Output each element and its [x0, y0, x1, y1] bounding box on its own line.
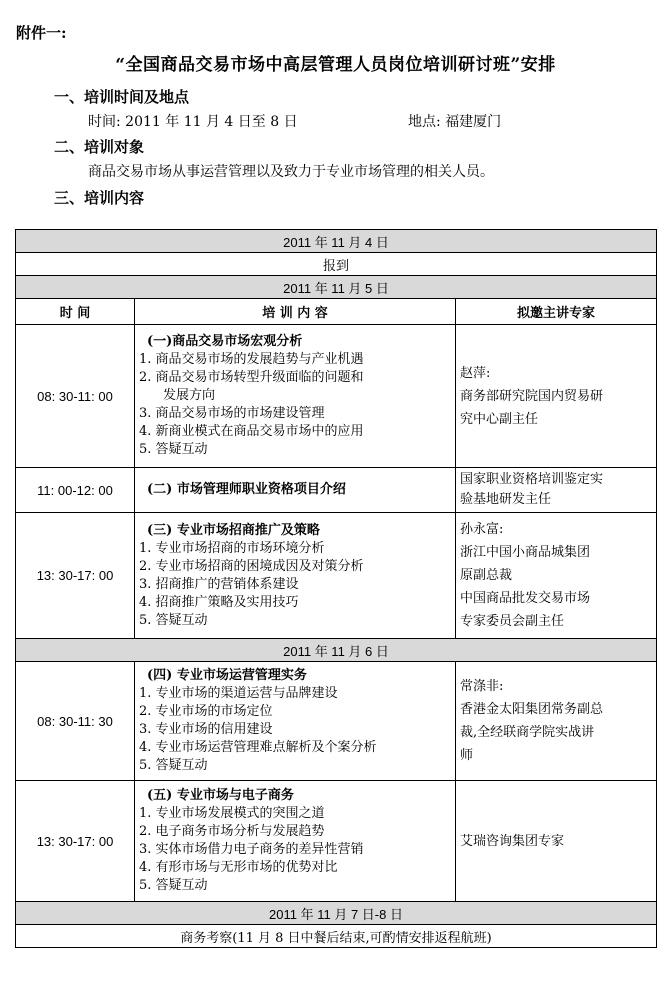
expert-line: 香港金太阳集团常务副总 [460, 702, 604, 717]
session-expert [456, 325, 657, 468]
session-title: (四) 专业市场运营管理实务 [147, 668, 307, 683]
session-item: 3. 商品交易市场的市场建设管理 [139, 406, 325, 421]
session-item: 2. 专业市场的市场定位 [139, 704, 273, 719]
session-item: 1. 专业市场招商的市场环境分析 [139, 540, 325, 556]
session-row [16, 325, 657, 468]
session-item: 发展方向 [163, 388, 216, 403]
session-item: 3. 专业市场的信用建设 [139, 722, 273, 737]
expert-line: 师 [460, 748, 474, 763]
session-item: 4. 招商推广策略及实用技巧 [139, 594, 299, 610]
schedule-table [15, 229, 657, 948]
session-row [16, 513, 657, 639]
session-item: 3. 实体市场借力电子商务的差异性营销 [139, 842, 364, 857]
session-item: 2. 专业市场招商的困境成因及对策分析 [139, 558, 364, 574]
expert-line: 国家职业资格培训鉴定实 [460, 472, 604, 487]
session-item: 1. 专业市场的渠道运营与品牌建设 [139, 686, 338, 701]
session-row [16, 468, 657, 513]
training-audience: 商品交易市场从事运营管理以及致力于专业市场管理的相关人员。 [88, 164, 494, 180]
expert-line: 究中心副主任 [460, 411, 539, 427]
attachment-label: 附件一: [16, 24, 67, 42]
session-item: 4. 专业市场运营管理难点解析及个案分析 [139, 740, 377, 755]
section-2-heading: 二、培训对象 [54, 138, 145, 156]
header-expert: 拟邀主讲专家 [456, 299, 657, 325]
session-time: 08: 30-11: 00 [16, 325, 135, 468]
session-expert [456, 468, 657, 513]
expert-line: 裁,全经联商学院实战讲 [460, 725, 595, 740]
session-item: 5. 答疑互动 [139, 758, 208, 773]
session-title: (一)商品交易市场宏观分析 [147, 334, 303, 349]
session-item: 5. 答疑互动 [139, 612, 208, 628]
expert-line: 赵萍: [460, 365, 491, 381]
expert-line: 常涤非: [460, 679, 504, 694]
header-time: 时 间 [16, 299, 135, 325]
session-content [135, 468, 456, 513]
session-content [135, 662, 456, 781]
expert-line: 验基地研发主任 [460, 492, 552, 507]
session-content [135, 325, 456, 468]
training-location: 地点: 福建厦门 [408, 114, 502, 130]
session-title: (二) 市场管理师职业资格项目介绍 [147, 482, 346, 497]
session-item: 4. 有形市场与无形市场的优势对比 [139, 860, 338, 875]
document-title: “全国商品交易市场中高层管理人员岗位培训研讨班”安排 [115, 55, 556, 75]
section-3-heading: 三、培训内容 [54, 189, 145, 207]
header-content: 培 训 内 容 [135, 299, 456, 325]
session-row [16, 781, 657, 902]
date-row: 2011 年 11 月 4 日 [16, 230, 657, 253]
session-expert [456, 662, 657, 781]
session-item: 2. 商品交易市场转型升级面临的问题和 [139, 370, 364, 385]
session-title: (五) 专业市场与电子商务 [147, 788, 294, 803]
expert-line: 商务部研究院国内贸易研 [460, 388, 604, 404]
expert-line: 浙江中国小商品城集团 [460, 545, 591, 560]
training-time-location [88, 111, 502, 131]
business-tour-row: 商务考察(11 月 8 日中餐后结束,可酌情安排返程航班) [16, 925, 657, 948]
session-content [135, 781, 456, 902]
date-row: 2011 年 11 月 7 日-8 日 [16, 902, 657, 925]
session-item: 5. 答疑互动 [139, 878, 208, 893]
expert-line: 中国商品批发交易市场 [460, 591, 591, 606]
expert-line: 艾瑞咨询集团专家 [460, 833, 565, 849]
training-time: 时间: 2011 年 11 月 4 日至 8 日 [88, 114, 298, 130]
session-time: 13: 30-17: 00 [16, 781, 135, 902]
session-time: 08: 30-11: 30 [16, 662, 135, 781]
session-time: 11: 00-12: 00 [16, 468, 135, 513]
session-item: 2. 电子商务市场分析与发展趋势 [139, 824, 325, 839]
session-item: 1. 专业市场发展模式的突围之道 [139, 806, 325, 821]
date-row: 2011 年 11 月 5 日 [16, 276, 657, 299]
session-expert [456, 513, 657, 639]
expert-line: 孙永富: [460, 522, 504, 537]
session-item: 3. 招商推广的营销体系建设 [139, 576, 299, 592]
session-item: 1. 商品交易市场的发展趋势与产业机遇 [139, 352, 364, 367]
registration-row: 报到 [16, 253, 657, 276]
session-row [16, 662, 657, 781]
session-item: 5. 答疑互动 [139, 442, 208, 457]
session-item: 4. 新商业模式在商品交易市场中的应用 [139, 424, 364, 439]
session-time: 13: 30-17: 00 [16, 513, 135, 639]
expert-line: 原副总裁 [460, 568, 513, 583]
session-expert [456, 781, 657, 902]
expert-line: 专家委员会副主任 [460, 614, 565, 629]
date-row: 2011 年 11 月 6 日 [16, 639, 657, 662]
session-content [135, 513, 456, 639]
section-1-heading: 一、培训时间及地点 [54, 88, 190, 106]
session-title: (三) 专业市场招商推广及策略 [147, 522, 320, 538]
